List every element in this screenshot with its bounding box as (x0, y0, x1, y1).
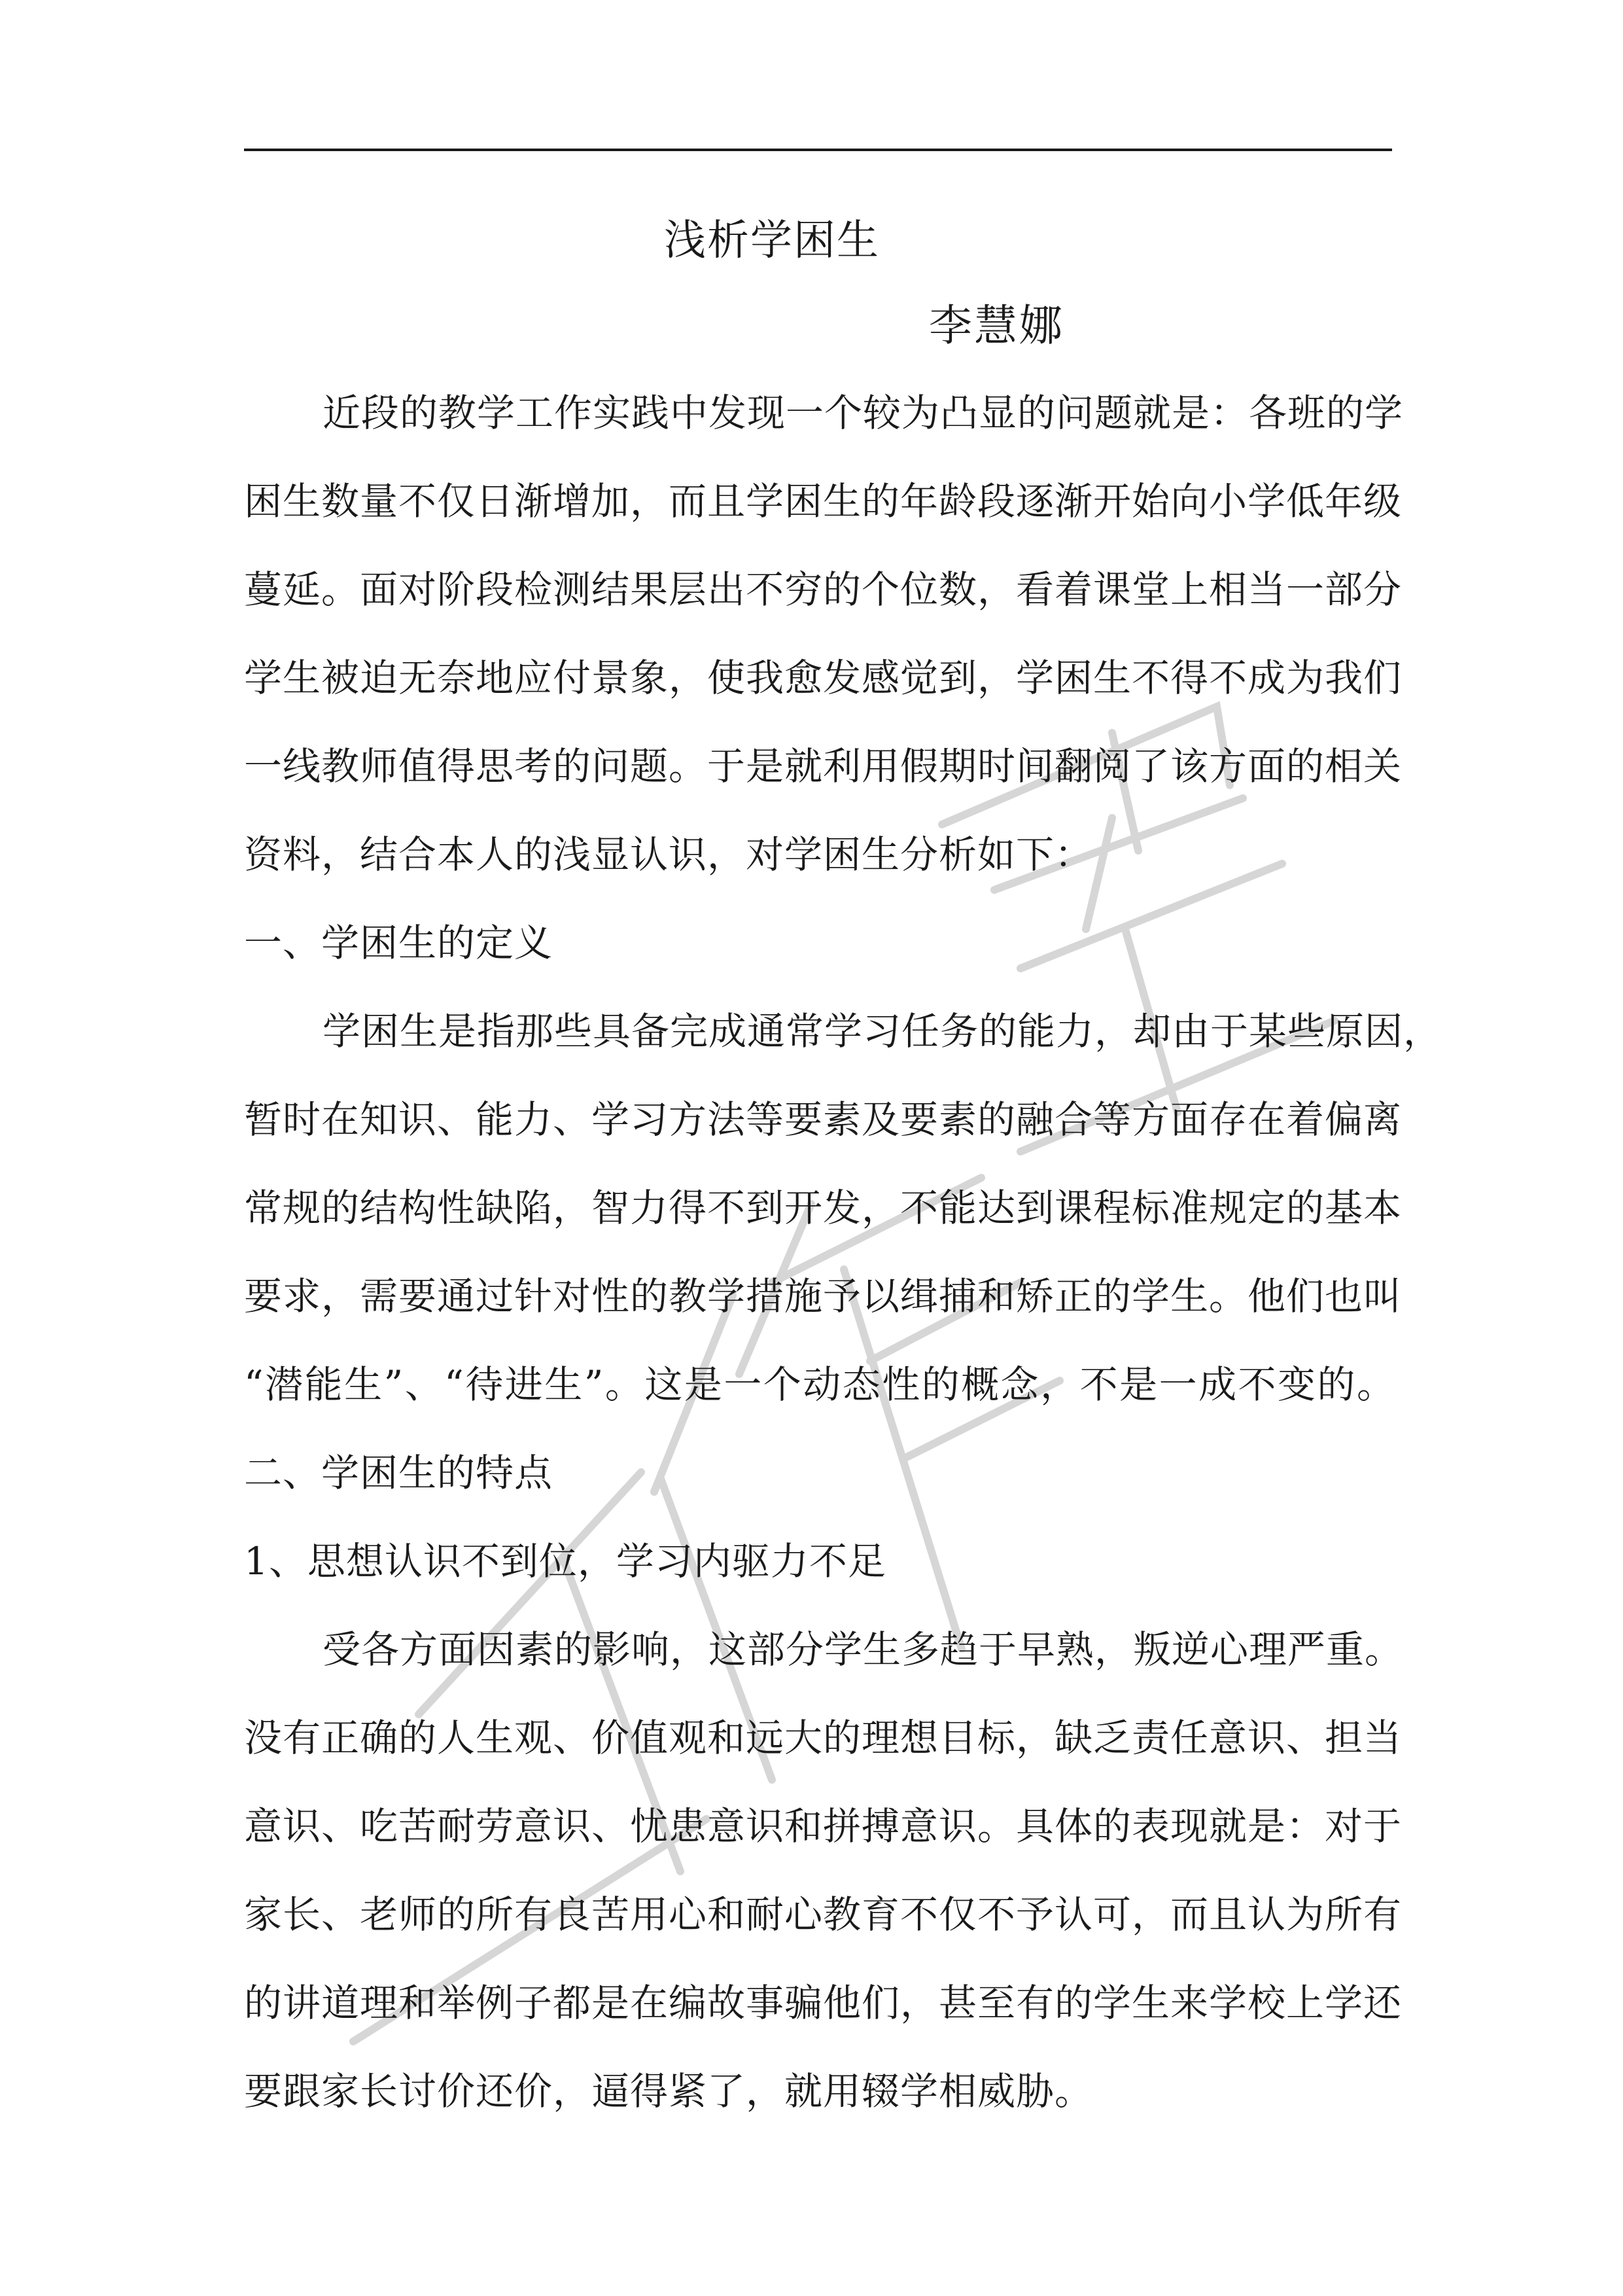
text-line: 没有正确的人生观、价值观和远大的理想目标，缺乏责任意识、担当 (244, 1716, 1403, 1760)
text-line: 的讲道理和举例子都是在编故事骗他们，甚至有的学生来学校上学还 (244, 1981, 1403, 2025)
text-line: 学困生是指那些具备完成通常学习任务的能力，却由于某些原因， (323, 1009, 1442, 1053)
text-line: 要求，需要通过针对性的教学措施予以缉捕和矫正的学生。他们也叫 (244, 1274, 1403, 1318)
text-line: 家长、老师的所有良苦用心和耐心教育不仅不予认可，而且认为所有 (244, 1892, 1403, 1937)
text-line: 暂时在知识、能力、学习方法等要素及要素的融合等方面存在着偏离 (244, 1097, 1403, 1142)
text-line: 一线教师值得思考的问题。于是就利用假期时间翻阅了该方面的相关 (244, 744, 1403, 788)
document-body (244, 376, 1442, 2143)
text-line: 要跟家长讨价还价，逼得紧了，就用辍学相威胁。 (244, 2069, 1094, 2113)
section-heading: 二、学困生的特点 (244, 1451, 553, 1495)
text-line: 困生数量不仅日渐增加，而且学困生的年龄段逐渐开始向小学低年级 (244, 479, 1403, 523)
text-line: 受各方面因素的影响，这部分学生多趋于早熟，叛逆心理严重。 (323, 1627, 1404, 1672)
header-rule (244, 149, 1392, 151)
author-name: 李慧娜 (929, 300, 1064, 351)
document-title: 浅析学困生 (664, 217, 880, 265)
text-line: “潜能生”、“待进生”。这是一个动态性的概念，不是一成不变的。 (244, 1362, 1395, 1407)
text-line: 资料，结合本人的浅显认识，对学困生分析如下： (244, 832, 1094, 877)
text-line: 常规的结构性缺陷，智力得不到开发，不能达到课程标准规定的基本 (244, 1186, 1403, 1230)
section-heading: 一、学困生的定义 (244, 921, 553, 965)
text-line: 蔓延。面对阶段检测结果层出不穷的个位数，看着课堂上相当一部分 (244, 567, 1403, 612)
text-line: 意识、吃苦耐劳意识、忧患意识和拼搏意识。具体的表现就是：对于 (244, 1804, 1403, 1848)
section-heading: 1、思想认识不到位，学习内驱力不足 (244, 1539, 886, 1583)
text-line: 学生被迫无奈地应付景象，使我愈发感觉到，学困生不得不成为我们 (244, 656, 1403, 700)
text-line: 近段的教学工作实践中发现一个较为凸显的问题就是：各班的学 (323, 391, 1404, 435)
